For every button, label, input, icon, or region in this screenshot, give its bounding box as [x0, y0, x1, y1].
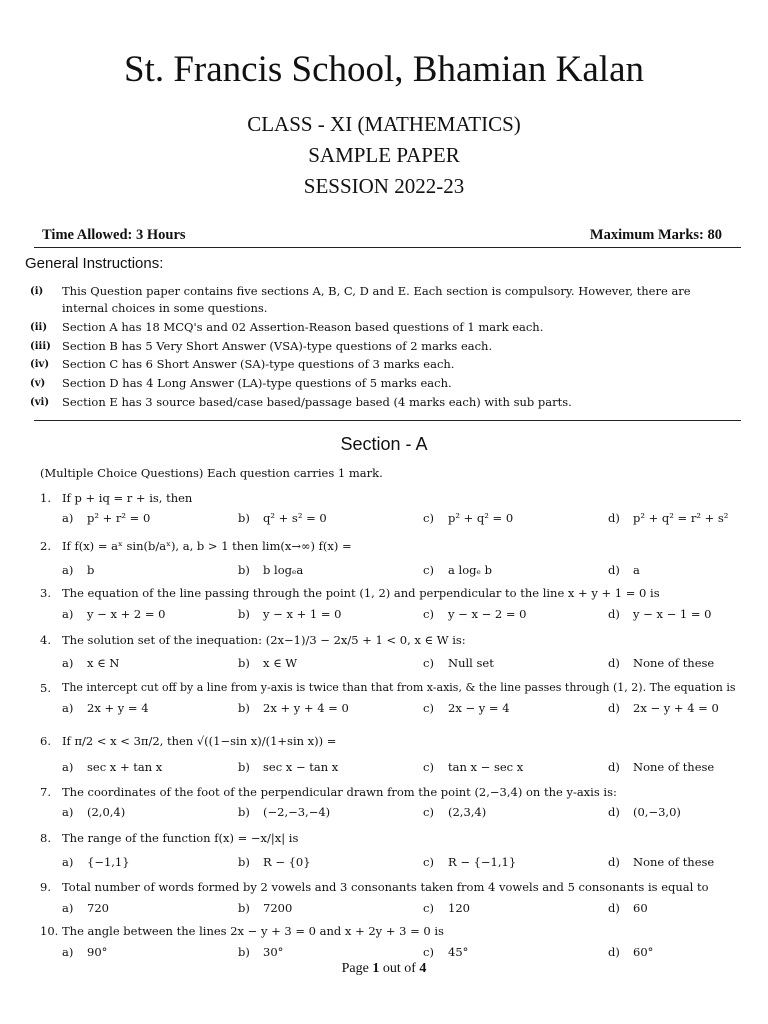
option-letter: b) — [238, 607, 250, 621]
option-letter: d) — [608, 760, 620, 774]
option-letter: d) — [608, 805, 620, 819]
option-text: None of these — [633, 656, 715, 670]
option-text: 60 — [633, 901, 648, 915]
option-letter: a) — [62, 901, 74, 915]
question-text: Total number of words formed by 2 vowels and 3 consonants taken from 4 vowels and 5 consonants is equal to — [62, 880, 709, 894]
option — [62, 855, 130, 869]
instruction-text: Section A has 18 MCQ's and 02 Assertion-Reason based questions of 1 mark each. — [62, 320, 544, 334]
school-name: St. Francis School, Bhamian Kalan — [124, 49, 644, 90]
options-row — [62, 563, 742, 579]
option-letter: a) — [62, 607, 74, 621]
option-letter: d) — [608, 945, 620, 959]
option — [238, 563, 303, 577]
question-text: The range of the function f(x) = −x/|x| is — [62, 831, 299, 845]
option — [423, 701, 510, 715]
options-row — [62, 607, 742, 623]
instruction-number: (vi) — [30, 397, 50, 408]
paper-line: SAMPLE PAPER — [308, 143, 460, 167]
option — [238, 855, 311, 869]
option-text: None of these — [633, 855, 715, 869]
question-number: 5. — [40, 681, 51, 695]
options-row — [62, 805, 742, 821]
option-letter: c) — [423, 607, 434, 621]
option-letter: c) — [423, 563, 434, 577]
page-footer — [0, 961, 768, 977]
option — [423, 511, 513, 525]
maximum-marks: Maximum Marks: 80 — [589, 227, 722, 243]
option — [608, 563, 640, 577]
option-letter: b) — [238, 701, 250, 715]
option-letter: c) — [423, 805, 434, 819]
option — [238, 901, 292, 915]
option-text: 45° — [448, 945, 469, 959]
section-title: Section - A — [340, 434, 428, 454]
option-letter: b) — [238, 945, 250, 959]
total-pages: 4 — [419, 961, 427, 976]
option-letter: d) — [608, 563, 620, 577]
option-letter: a) — [62, 760, 74, 774]
option — [62, 656, 119, 670]
option — [608, 511, 728, 525]
option-text: b logₑa — [263, 563, 304, 577]
option-letter: d) — [608, 855, 620, 869]
time-allowed: Time Allowed: 3 Hours — [42, 227, 186, 243]
option-text: 90° — [87, 945, 108, 959]
option-text: p² + q² = 0 — [448, 511, 514, 525]
question-text: The equation of the line passing through the point (1, 2) and perpendicular to the line x + y + 1 = 0 is — [62, 586, 660, 600]
option-text: a — [633, 563, 640, 577]
option — [423, 760, 523, 774]
option-letter: c) — [423, 656, 434, 670]
option-text: 2x + y + 4 = 0 — [263, 701, 349, 715]
option-letter: c) — [423, 945, 434, 959]
option-letter: b) — [238, 563, 250, 577]
option-letter: d) — [608, 511, 620, 525]
option-text: sec x − tan x — [263, 760, 339, 774]
option — [608, 760, 714, 774]
option — [423, 901, 470, 915]
option-letter: b) — [238, 511, 250, 525]
option — [423, 563, 492, 577]
option-text: (−2,−3,−4) — [263, 805, 331, 819]
option-text: None of these — [633, 760, 715, 774]
option-letter: c) — [423, 901, 434, 915]
options-row — [62, 901, 742, 917]
option — [62, 701, 149, 715]
option-text: y − x − 1 = 0 — [633, 607, 712, 621]
option — [423, 805, 486, 819]
option-text: 60° — [633, 945, 654, 959]
option-text: 2x + y = 4 — [87, 701, 149, 715]
option-text: R − {0} — [263, 855, 311, 869]
option — [608, 656, 714, 670]
option-text: sec x + tan x — [87, 760, 163, 774]
option — [608, 855, 714, 869]
option-letter: a) — [62, 805, 74, 819]
option-letter: d) — [608, 901, 620, 915]
option-letter: b) — [238, 901, 250, 915]
question-number: 6. — [40, 734, 51, 748]
option-letter: c) — [423, 511, 434, 525]
option-text: 2x − y + 4 = 0 — [633, 701, 719, 715]
question-text: If f(x) = aˣ sin(b/aˣ), a, b > 1 then lim(x→∞) f(x) = — [62, 539, 352, 553]
options-row — [62, 656, 742, 672]
option-text: x ∈ N — [87, 656, 120, 670]
instructions-title: General Instructions: — [25, 255, 164, 272]
instruction-text: Section E has 3 source based/case based/passage based (4 marks each) with sub parts. — [62, 395, 572, 409]
option-letter: b) — [238, 656, 250, 670]
class-line: CLASS - XI (MATHEMATICS) — [247, 112, 521, 136]
option-text: p² + q² = r² + s² — [633, 511, 729, 525]
option-letter: c) — [423, 855, 434, 869]
option-text: (0,−3,0) — [633, 805, 681, 819]
option-text: 7200 — [263, 901, 293, 915]
question-number: 9. — [40, 880, 51, 894]
instruction-number: (i) — [30, 286, 44, 297]
option-letter: a) — [62, 945, 74, 959]
option-letter: a) — [62, 656, 74, 670]
option — [608, 701, 719, 715]
question-number: 4. — [40, 633, 51, 647]
divider — [34, 420, 741, 421]
option — [238, 760, 338, 774]
question-text: If p + iq = r + is, then — [62, 491, 193, 505]
instruction-number: (v) — [30, 378, 46, 389]
option — [62, 563, 94, 577]
options-row — [62, 855, 742, 871]
option-text: 2x − y = 4 — [448, 701, 510, 715]
instruction-number: (ii) — [30, 322, 48, 333]
option — [423, 855, 516, 869]
question-text: The intercept cut off by a line from y-axis is twice than that from x-axis, & the line passes through (1, 2). The equation is — [62, 681, 736, 694]
option-text: y − x + 1 = 0 — [263, 607, 342, 621]
option-text: (2,3,4) — [448, 805, 487, 819]
question-number: 3. — [40, 586, 51, 600]
option-text: a logₑ b — [448, 563, 492, 577]
footer-middle: out of — [382, 961, 416, 976]
question-text: The angle between the lines 2x − y + 3 = 0 and x + 2y + 3 = 0 is — [62, 924, 444, 938]
option-text: q² + s² = 0 — [263, 511, 327, 525]
option-letter: b) — [238, 855, 250, 869]
option — [423, 656, 494, 670]
option-text: tan x − sec x — [448, 760, 524, 774]
option — [423, 945, 468, 959]
option-letter: a) — [62, 563, 74, 577]
option — [608, 805, 681, 819]
question-number: 2. — [40, 539, 51, 553]
question-text: If π/2 < x < 3π/2, then √((1−sin x)/(1+sin x)) = — [62, 734, 337, 748]
option-text: 120 — [448, 901, 470, 915]
question-text: The solution set of the inequation: (2x−1)/3 − 2x/5 + 1 < 0, x ∈ W is: — [62, 633, 466, 647]
option — [238, 656, 297, 670]
option — [62, 607, 165, 621]
options-row — [62, 511, 742, 527]
option — [62, 945, 107, 959]
option — [238, 511, 327, 525]
instruction-number: (iii) — [30, 341, 51, 352]
section-subtitle: (Multiple Choice Questions) Each question carries 1 mark. — [40, 466, 383, 480]
option-text: y − x + 2 = 0 — [87, 607, 166, 621]
option-letter: c) — [423, 701, 434, 715]
options-row — [62, 760, 742, 776]
divider — [34, 247, 741, 248]
footer-prefix: Page — [341, 961, 369, 976]
option-letter: b) — [238, 760, 250, 774]
option-letter: a) — [62, 701, 74, 715]
option-text: Null set — [448, 656, 494, 670]
option-text: y − x − 2 = 0 — [448, 607, 527, 621]
option — [238, 607, 341, 621]
option — [62, 805, 125, 819]
option-letter: d) — [608, 607, 620, 621]
options-row — [62, 701, 742, 717]
option — [62, 760, 162, 774]
instruction-number: (iv) — [30, 359, 50, 370]
option-text: {−1,1} — [87, 855, 130, 869]
option — [238, 805, 330, 819]
current-page: 1 — [372, 961, 380, 976]
question-text: The coordinates of the foot of the perpendicular drawn from the point (2,−3,4) on the y-axis is: — [62, 785, 617, 799]
instruction-text: Section B has 5 Very Short Answer (VSA)-type questions of 2 marks each. — [62, 339, 493, 353]
option-text: b — [87, 563, 95, 577]
option-letter: b) — [238, 805, 250, 819]
option — [608, 901, 648, 915]
option — [423, 607, 526, 621]
question-number: 10. — [40, 924, 59, 938]
instruction-text: Section C has 6 Short Answer (SA)-type questions of 3 marks each. — [62, 357, 455, 371]
option — [62, 511, 150, 525]
instruction-text: Section D has 4 Long Answer (LA)-type questions of 5 marks each. — [62, 376, 452, 390]
session-line: SESSION 2022-23 — [303, 174, 465, 198]
option-text: 720 — [87, 901, 109, 915]
option-text: (2,0,4) — [87, 805, 126, 819]
option-letter: d) — [608, 656, 620, 670]
option-text: p² + r² = 0 — [87, 511, 151, 525]
option — [238, 701, 349, 715]
option-text: x ∈ W — [263, 656, 298, 670]
option-text: 30° — [263, 945, 284, 959]
option-text: R − {−1,1} — [448, 855, 517, 869]
exam-meta-row — [42, 227, 722, 245]
options-row — [62, 945, 742, 961]
option-letter: a) — [62, 855, 74, 869]
question-number: 1. — [40, 491, 51, 505]
option-letter: a) — [62, 511, 74, 525]
option — [608, 945, 653, 959]
question-number: 7. — [40, 785, 51, 799]
option-letter: c) — [423, 760, 434, 774]
option — [608, 607, 711, 621]
option — [238, 945, 283, 959]
instruction-text: This Question paper contains five sections A, B, C, D and E. Each section is compulsory. However, there are internal choices in some questions. — [62, 284, 691, 315]
option-letter: d) — [608, 701, 620, 715]
question-number: 8. — [40, 831, 51, 845]
option — [62, 901, 109, 915]
